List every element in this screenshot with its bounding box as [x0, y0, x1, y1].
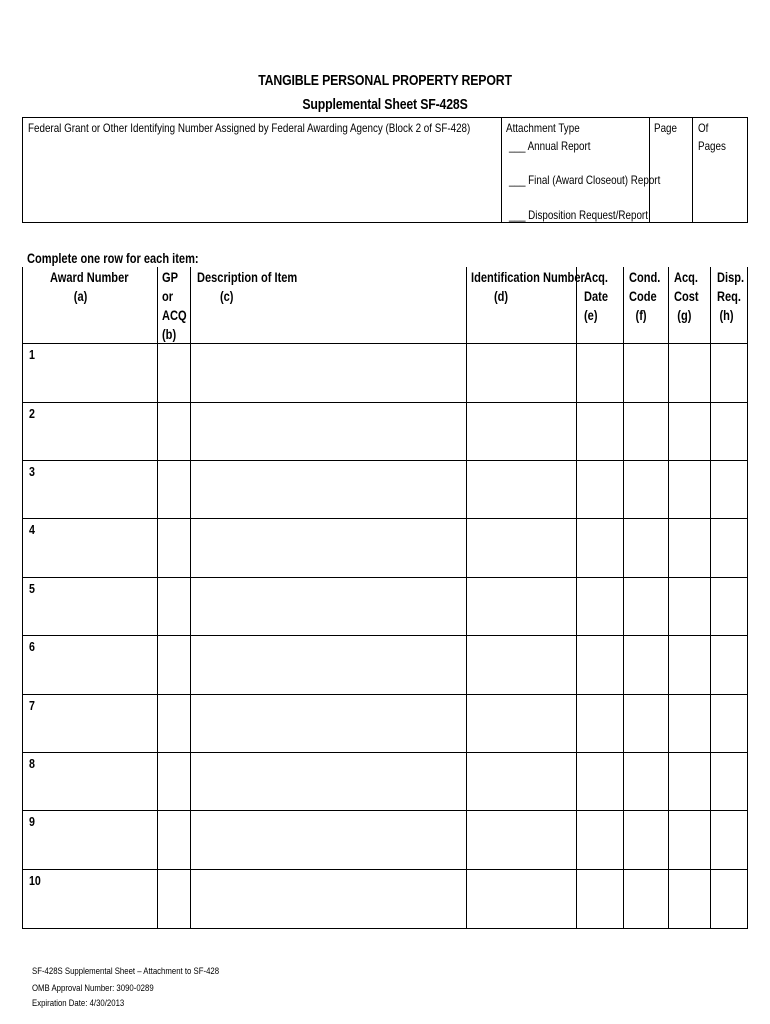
- col-acq-date-header: Acq. Date (e): [584, 270, 608, 323]
- disposition-report-option[interactable]: ___ Disposition Request/Report: [509, 208, 648, 222]
- col-acq-cost-header: Acq. Cost (g): [674, 270, 699, 323]
- footer-omb-number: OMB Approval Number: 3090-0289: [32, 983, 154, 994]
- final-report-option[interactable]: ___ Final (Award Closeout) Report: [509, 173, 661, 187]
- page-label: Page: [654, 121, 677, 135]
- header-box: [22, 117, 748, 223]
- instruction-text: Complete one row for each item:: [27, 251, 199, 266]
- col-disp-req-header: Disp. Req. (h): [717, 270, 745, 323]
- row-number: 9: [29, 814, 35, 829]
- row-number: 4: [29, 522, 35, 537]
- row-number: 1: [29, 347, 35, 362]
- row-number: 3: [29, 464, 35, 479]
- row-number: 7: [29, 698, 35, 713]
- form-subtitle: Supplemental Sheet SF-428S: [302, 96, 468, 113]
- col-cond-code-header: Cond. Code (f): [629, 270, 661, 323]
- footer-form-id: SF-428S Supplemental Sheet – Attachment to SF-428: [32, 966, 220, 977]
- footer-expiration: Expiration Date: 4/30/2013: [32, 998, 125, 1009]
- row-number: 8: [29, 756, 35, 771]
- col-description-header: Description of Item (c): [197, 270, 298, 304]
- row-number: 5: [29, 581, 35, 596]
- items-table: [22, 267, 748, 929]
- row-number: 6: [29, 639, 35, 654]
- row-number: 10: [29, 873, 41, 888]
- col-award-header: Award Number (a): [50, 270, 129, 304]
- attachment-type-label: Attachment Type: [506, 121, 580, 135]
- col-identification-header: Identification Number (d): [471, 270, 585, 304]
- of-label: Of: [698, 121, 709, 135]
- form-title: TANGIBLE PERSONAL PROPERTY REPORT: [258, 72, 512, 89]
- pages-label: Pages: [698, 139, 726, 153]
- col-gp-header: GP or ACQ (b): [162, 270, 187, 342]
- grant-number-label: Federal Grant or Other Identifying Number Assigned by Federal Awarding Agency (Block 2 of SF-428): [28, 121, 471, 135]
- row-number: 2: [29, 406, 35, 421]
- annual-report-option[interactable]: ___ Annual Report: [509, 139, 591, 153]
